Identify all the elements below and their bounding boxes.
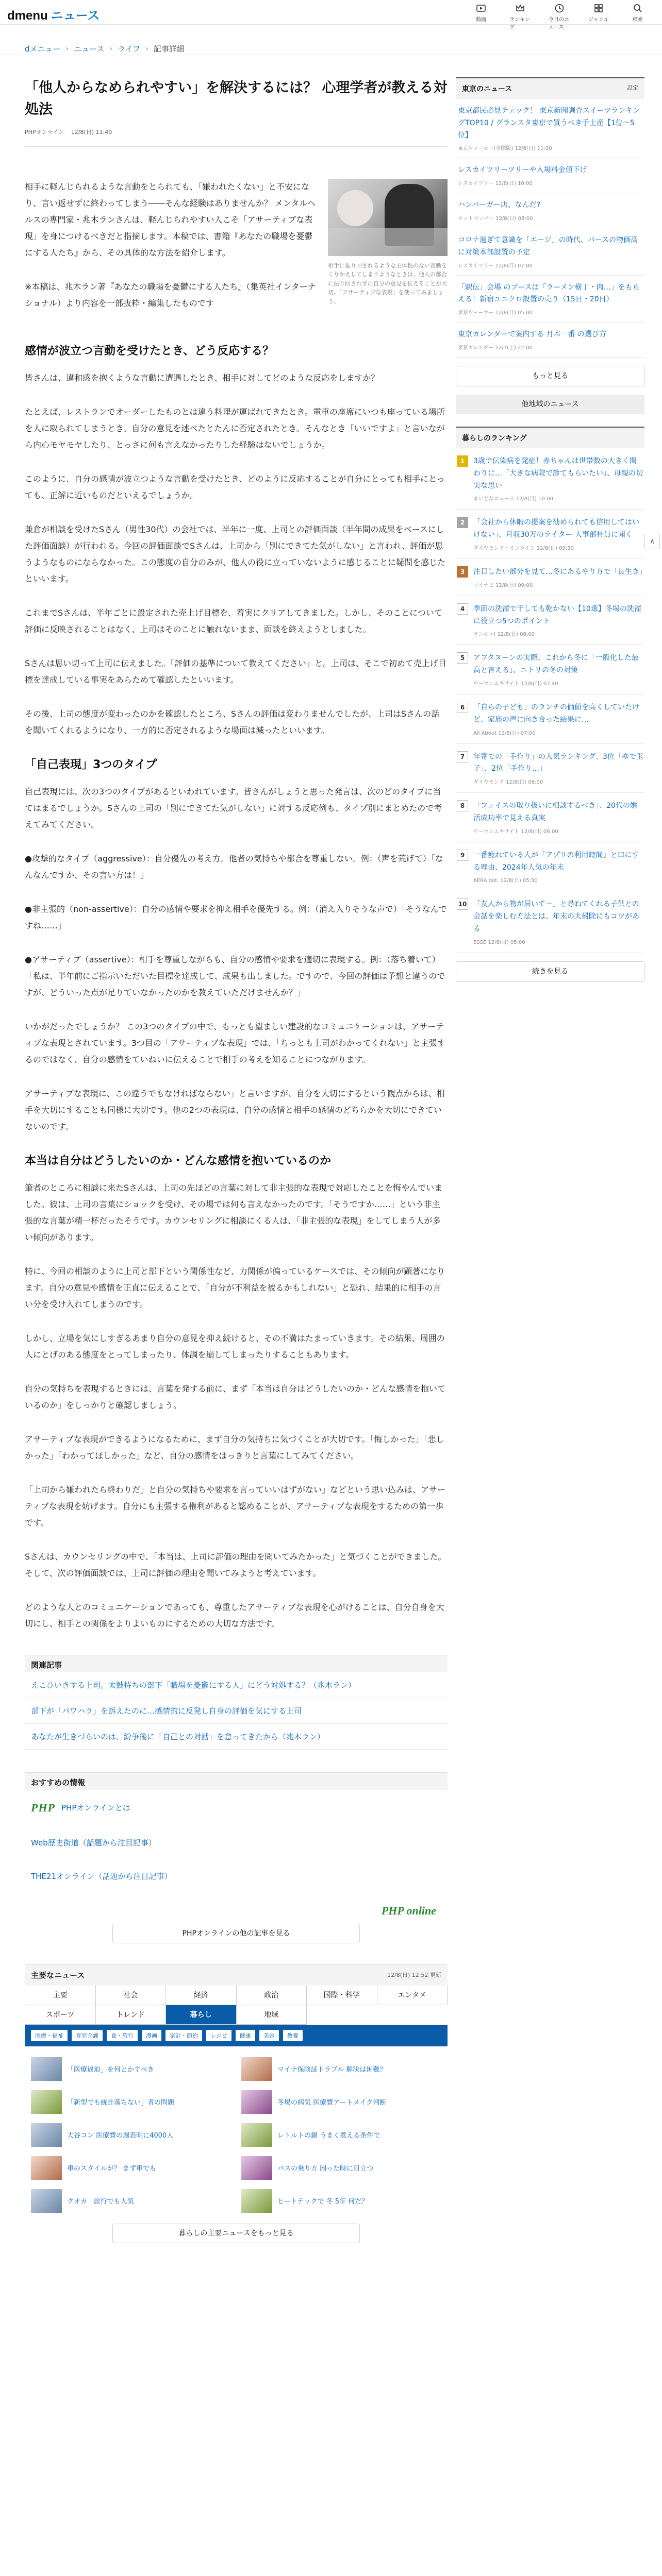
ranking-list <box>456 448 647 953</box>
article-date: 12/8(日) 11:40 <box>71 128 112 135</box>
rank-number: 4 <box>457 603 468 615</box>
news-thumbnail <box>31 2057 62 2081</box>
body-paragraph: 兼倉が相談を受けたSさん（男性30代）の会社では、半年に一度、上司との評価面談（半年間の成果をベースにした評価面談）が行われる。今回の評価面談でSさんは、上司から「別にできてた気がしない」と言われ、評価が思うようなものにならなかった。この態度の自分のみが、他人の役に立っていないように感じることに疑問を感じたといいます。 <box>25 524 446 584</box>
body-paragraph: アサーティブな表現に、この違うでもなければならない」と言いますが、自分を大切にするという観点からは、相手を大切にすることも同様に大切です。他の2つの表現は、自分の感情と相手の感情のどちらかを大切にできていないのです。 <box>25 1088 445 1131</box>
tab-main[interactable]: 主要 <box>25 1986 96 2005</box>
tokyo-more-button[interactable]: もっと見る <box>456 366 644 386</box>
php-online-logo[interactable]: PHP online <box>381 1904 436 1917</box>
rank-title: 年寄での「手作り」の人気ランキング、3位「ゆで玉子」、2位「手作り…」 <box>473 752 643 773</box>
list-item[interactable] <box>456 158 644 193</box>
rank-title: 3歳で伝染病を発症！赤ちゃんは世帯数の大きく関わりに…「大きな病院で診てもらいたい」、母親の切実な思い <box>473 456 643 490</box>
news-title: レスカイツリーツリーや入場料金値下げ <box>458 166 587 175</box>
subtab[interactable]: 教養 <box>283 2030 303 2041</box>
video-icon <box>476 3 486 13</box>
news-item-title: バスの乗り方 困った時に目立つ <box>277 2165 374 2173</box>
main-news-updated: 12/8(日) 12:52 更新 <box>387 1972 441 1979</box>
news-item[interactable] <box>31 2184 231 2217</box>
ranking-title: 暮らしのランキング <box>462 434 527 443</box>
rank-source: ESSE 12/8(日) 05:00 <box>473 939 525 945</box>
tokyo-news-header <box>456 77 644 99</box>
news-item-title: クオカ 旅行でも人気 <box>67 2198 134 2206</box>
header-nav <box>470 3 649 30</box>
lead-text <box>25 179 317 329</box>
news-source: 東京ウォーカー(全国版) 12/8(日) 11:30 <box>458 146 552 152</box>
news-title: 「駅伝」会場 のブースは「ラーメン横丁・肉…」をもらえる！新宿ユニクロ設置の売り（15日・20日） <box>458 283 640 304</box>
news-source: 東京ウォーカー 12/8(日) 05:00 <box>458 310 533 316</box>
rank-title: 注目したい部分を見て…冬にあるやり方で「長生き」 <box>473 567 647 576</box>
lead-figure <box>328 179 448 329</box>
news-thumbnail <box>31 2156 62 2180</box>
crown-icon <box>515 3 525 13</box>
rank-number: 10 <box>457 899 468 910</box>
lead-paragraph: 相手に軽んじられるような言動をとられても、「嫌われたくない」と不安になり、言い返せずに終わってしまう――そんな経験はありませんか？ メンタルヘルスの専門家・兆木ランさんは、軽んじられやすい人こそ「アサーティブな表現」を身につけるべきだと指摘します。本稿では、書籍『あなたの職場を憂鬱にする人たち』から、その具体的な方法を紹介します。 <box>25 181 316 258</box>
nav-today-label: 今日のニュース <box>549 17 569 30</box>
body-paragraph: 皆さんは、違和感を抱くような言動に遭遇したとき、相手に対してどのような反応をしますか？ <box>25 372 379 383</box>
rank-source: ウーマンエキサイト 12/8(日) 07:40 <box>473 681 558 687</box>
article-meta <box>25 128 448 136</box>
tab-entertainment[interactable]: エンタメ <box>377 1986 448 2005</box>
news-source: レスカイツリー 12/8(日) 10:00 <box>458 181 533 187</box>
rank-title: 一番疲れている人が「アプリの利用時間」と口にする理由、2024年人気の年末 <box>473 851 639 872</box>
list-item[interactable] <box>456 228 644 276</box>
related-heading: 関連記事 <box>25 1655 448 1672</box>
recommend-link[interactable]: THE21オンライン（話題から注目記事） <box>31 1871 172 1881</box>
php-logo: PHP <box>31 1801 55 1814</box>
news-thumbnail <box>31 2090 62 2114</box>
nav-video[interactable] <box>470 3 492 30</box>
body-paragraph: しかし、立場を気にしすぎるあまり自分の意見を抑え続けると、その不満はたまっていきます。その結果、周囲の人にとげのある態度をとってしまったり、体調を崩してしまったりすることもあります。 <box>25 1333 445 1360</box>
recommend-link-label: PHPオンラインとは <box>61 1803 130 1813</box>
nav-genre-label: ジャンル <box>588 17 609 23</box>
body-paragraph: アサーティブな表現ができるようになるために、まず自分の気持ちに気づくことが大切です。「悔しかった」「悲しかった」「わかってほしかった」など、自分の感情をはっきりと言葉にしてみてください。 <box>25 1434 444 1461</box>
news-thumbnail <box>31 2189 62 2213</box>
news-item-title: ヒートテックで 冬 5年 何だ？ <box>277 2198 369 2206</box>
subtab[interactable]: 食・旅行 <box>107 2030 138 2041</box>
main-news-tabs <box>25 1986 448 2025</box>
news-item[interactable] <box>241 2053 441 2086</box>
body-paragraph: その後、上司の態度が変わったのかを確認したところ、Sさんの評価は変わりませんでしたが、上司はSさんの話を聞いてくれるようになり、一方的に否定されるような場面は減ったといいます。 <box>25 708 440 735</box>
rank-source: サンキュ! 12/8(日) 08:00 <box>473 632 535 638</box>
nav-today[interactable] <box>549 3 570 30</box>
ranking-item[interactable] <box>456 694 644 744</box>
chevron-right-icon: › <box>65 44 69 53</box>
logo-main: dmenu <box>7 9 48 23</box>
news-item-title: 大谷コン 医療費の週表明に4000人 <box>67 2132 174 2140</box>
news-title: コロナ過ぎて意識を「エージ」の時代、パースの物価高に対策本部設置の予定 <box>458 235 638 257</box>
article-source[interactable]: PHPオンライン <box>25 128 64 135</box>
rank-title: アフタヌーンの実際、これから冬に「一般化した最高と言える」、ニトリの冬の対策 <box>473 654 639 675</box>
article-title: 「他人からなめられやすい」を解決するには？ 心理学者が教える対処法 <box>25 80 448 117</box>
tab-region[interactable]: 地域 <box>237 2005 307 2025</box>
recommend-link[interactable]: Web歴史街道（話題から注目記事） <box>31 1838 156 1848</box>
rank-number: 6 <box>457 702 468 713</box>
news-item-title: 車のスタイルが？ まず車でも <box>67 2165 156 2173</box>
rank-source: ダイヤモンド 12/8(日) 06:00 <box>473 779 543 786</box>
related-link[interactable]: 部下が「パワハラ」を訴えたのに…感情的に反発し自身の評価を気にする上司 <box>25 1698 448 1724</box>
news-source: 東京カレンダー 12/7(土) 22:00 <box>458 345 533 351</box>
body-paragraph: 「上司から嫌われたら終わりだ」と自分の気持ちや要求を言っていいはずがない」などという思い込みは、アサーティブな表現を妨げます。自分にも主張する権利があると認めることが、アサーティブな表現をするための第一歩です。 <box>25 1484 446 1528</box>
ranking-item[interactable] <box>456 510 644 559</box>
rank-number: 1 <box>457 455 468 467</box>
list-item[interactable] <box>456 276 644 323</box>
clock-icon <box>554 3 565 13</box>
news-item-title: マイナ保険証トラブル 解決は困難？ <box>277 2066 387 2074</box>
rank-number: 2 <box>457 517 468 528</box>
rank-title: 季節の洗濯で干しても乾かない【10選】冬場の洗濯に役立つ5つのポイント <box>473 604 641 625</box>
list-item[interactable] <box>456 193 644 228</box>
news-item[interactable] <box>241 2151 441 2184</box>
news-title: 東京カレンダーで案内する 月本一番 の選び方 <box>458 330 606 339</box>
photo-caption: 相手に振り回されるような主体性のない言動をくりかえしてしまうようなときは、他人の都合に振り回されずに自分の意見を伝えることが大切。「アサーティブな表現」を使ってみましょう。 <box>328 262 447 306</box>
body-paragraph: これまでSさんは、半年ごとに設定された売上げ目標を、着実にクリアしてきました。しかし、そのことについて評価に反映されることはなく、上司はそのことに触れないまま、面談を終えようとしました。 <box>25 607 442 634</box>
recommend-link[interactable] <box>31 1801 441 1815</box>
rank-number: 3 <box>457 566 468 578</box>
main-news-title: 主要なニュース <box>31 1970 85 1980</box>
news-thumbnail <box>241 2090 272 2114</box>
tab-sports[interactable]: スポーツ <box>25 2005 96 2025</box>
article-body <box>25 343 448 1632</box>
tab-life[interactable]: 暮らし <box>166 2005 237 2025</box>
ranking-item[interactable] <box>456 744 644 793</box>
news-item[interactable] <box>241 2184 441 2217</box>
section-heading: 「自己表現」3つのタイプ <box>25 758 157 771</box>
news-item-title: 冬場の病気 医療費アートメイク判断 <box>277 2099 387 2107</box>
breadcrumb-life[interactable]: ライフ <box>118 44 141 54</box>
ranking-item[interactable] <box>456 559 647 596</box>
news-item[interactable] <box>241 2086 441 2119</box>
news-title: 東京都民必見チェック！ 東京新聞調査スイーツランキングTOP10 / グランスタ東京で買うべき手土産【1位～5位】 <box>458 107 640 140</box>
rank-number: 8 <box>457 800 468 811</box>
subtab[interactable]: 育児介護 <box>72 2030 103 2041</box>
section-heading: 感情が波立つ言動を受けたとき、どう反応する？ <box>25 344 274 358</box>
news-source: ホットペッパー 12/8(日) 08:00 <box>458 215 533 222</box>
nav-search-label: 検索 <box>633 17 643 23</box>
breadcrumb-news[interactable]: ニュース <box>74 44 105 54</box>
rank-source: ダイヤモンド・オンライン 12/8(日) 09:30 <box>473 545 574 551</box>
other-area-button[interactable]: 他地域のニュース <box>456 395 644 414</box>
tab-politics[interactable]: 政治 <box>237 1986 307 2005</box>
nav-ranking[interactable] <box>509 3 531 30</box>
rank-number: 7 <box>457 751 468 762</box>
tab-economy[interactable]: 経済 <box>166 1986 237 2005</box>
related-link[interactable]: えこひいきする上司。太鼓持ちの部下「職場を憂鬱にする人」にどう対処する？（兆木ラン） <box>25 1672 448 1698</box>
main-news-subtabs <box>25 2025 448 2046</box>
tab-international[interactable]: 国際・科学 <box>307 1986 377 2005</box>
list-item[interactable] <box>456 99 644 158</box>
tokyo-news-title: 東京のニュース <box>462 85 512 93</box>
recommend-heading: おすすめの情報 <box>25 1772 448 1790</box>
body-paragraph: ●アサーティブ（assertive）：相手を尊重しながらも、自分の感情や要求を適切に表現する。例：（落ち着いて）「私は、半年前にご指示いただいた目標を達成して、成果も出しました。ですので、今回の評価は予想と違うのですが、どういった点が足りていなかったのかを教えていただけませんか？」 <box>25 954 445 997</box>
body-paragraph: ●攻撃的なタイプ（aggressive）：自分優先の考え方。他者の気持ちや都合を尊重しない。例：（声を荒げて）「なんなんですか、その言い方は！」 <box>25 853 443 880</box>
list-item[interactable] <box>456 323 644 358</box>
logo-news: ニュース <box>51 9 100 23</box>
rank-source: まいどなニュース 12/8(日) 10:00 <box>473 496 553 502</box>
ranking-header <box>456 427 644 448</box>
news-item[interactable] <box>31 2151 231 2184</box>
ranking-item[interactable] <box>456 891 644 953</box>
lead-note: ※本稿は、兆木ラン著『あなたの職場を憂鬱にする人たち』（集英社インターナショナル）より内容を一部抜粋・編集したものです <box>25 281 316 308</box>
body-paragraph: いかがだったでしょうか？ この3つのタイプの中で、もっとも望ましい建設的なコミュニケーションは、アサーティブな表現とされています。3つ目の「アサーティブな表現」では、「ちっとも上司がわかってくれない」と主張するのではなく、自分の感情をていねいに伝えることで相手の考えを知ることにつながります。 <box>25 1021 445 1064</box>
life-more-button[interactable]: 暮らしの主要ニュースをもっと見る <box>112 2224 360 2243</box>
body-paragraph: ●非主張的（non-assertive）：自分の感情や要求を抑え相手を優先する。例：（消え入りそうな声で）「そうなんですね……」 <box>25 904 447 930</box>
news-item[interactable] <box>241 2119 441 2151</box>
divider <box>25 146 448 147</box>
body-paragraph: 自己表現には、次の3つのタイプがあるといわれています。皆さんがしょうと思った発言は、次のどのタイプに当てはまるでしょうか。Sさんの上司の「別にできてた気がしない」に対する反応例も、タイプ別にまとめたので考えてみてください。 <box>25 786 442 829</box>
news-source: レスカイツリー 12/8(日) 07:00 <box>458 263 533 269</box>
subtab[interactable]: 漫画 <box>142 2030 161 2041</box>
section-heading: 本当は自分はどうしたいのか・どんな感情を抱いているのか <box>25 1154 332 1167</box>
subtab[interactable]: 健康 <box>236 2030 255 2041</box>
search-icon <box>633 3 643 13</box>
related-list <box>25 1672 448 1750</box>
site-logo[interactable] <box>7 5 100 23</box>
news-thumbnail <box>241 2156 272 2180</box>
nav-ranking-label: ランキング <box>509 17 530 30</box>
recommend-list <box>25 1790 448 1943</box>
tab-society[interactable]: 社会 <box>96 1986 167 2005</box>
news-item[interactable] <box>31 2053 231 2086</box>
ranking-item[interactable] <box>456 793 644 842</box>
news-thumbnail <box>31 2123 62 2147</box>
main-news-grid <box>25 2046 448 2217</box>
ranking-more-button[interactable]: 続きを見る <box>456 961 644 982</box>
nav-video-label: 動画 <box>476 17 486 23</box>
news-thumbnail <box>241 2123 272 2147</box>
main-news-header <box>25 1964 448 1986</box>
site-header <box>0 0 662 30</box>
body-paragraph: このように、自分の感情が波立つような言動を受けたとき、どのように反応することが自分にとっても相手にとっても、正解に近いものだといえるでしょうか。 <box>25 473 445 500</box>
chevron-right-icon: › <box>109 44 113 53</box>
rank-source: ウーマンエキサイト 12/8(日) 06:00 <box>473 828 558 835</box>
chevron-right-icon: › <box>145 44 148 53</box>
rank-number: 5 <box>457 652 468 664</box>
subtab[interactable]: レジピ <box>206 2030 231 2041</box>
news-title: ハンバーガー店、なんだ? <box>458 201 541 210</box>
news-item-title: 「医療逼迫」を何とかすべき <box>67 2066 154 2074</box>
body-paragraph: 自分の気持ちを表現するときには、言葉を発する前に、まず「本当は自分はどうしたいのか・どんな感情を抱いているのか」をしっかりと確認しましょう。 <box>25 1383 446 1410</box>
rank-source: マイナビ 12/8(日) 09:00 <box>473 582 533 588</box>
subtab[interactable]: 家計・節約 <box>166 2030 202 2041</box>
grid-icon <box>593 3 604 13</box>
news-item-title: レトルトの鍋 うまく煮える条件で <box>277 2132 380 2140</box>
body-paragraph: たとえば、レストランでオーダーしたものとは違う料理が運ばれてきたとき。電車の座席にいつも座っている場所を人に取られてしまうとき。自分の意見を述べたとたんに否定されたとき。そんなとき「いいですよ」と言いながら内心モヤモヤしたり、とっさに何も言えなかったりした経験はないでしょうか。 <box>25 406 445 450</box>
scroll-top-button[interactable]: ∧ <box>644 534 660 549</box>
rank-title: 「会社から休暇の提案を勧められても信用してはいけない」、月収30万のライター 人事部社員に聞く <box>473 518 639 539</box>
subtab[interactable]: 美容 <box>259 2030 279 2041</box>
breadcrumb <box>25 43 448 54</box>
body-paragraph: 特に、今回の相談のように上司と部下という関係性など、力関係が偏っているケースでは、その傾向が顕著になります。自分の意見や感情を正直に伝えることで、「自分が不利益を被るかもしれない」と恐れ、結果的に相手の言い分を受け入れてしまうのです。 <box>25 1266 445 1309</box>
rank-title: 「自らの子ども」のランチの価値を高くしていたけど、家族の声に向き合った結果に… <box>473 703 639 724</box>
article-photo[interactable] <box>328 179 448 256</box>
ranking-item[interactable] <box>456 448 644 510</box>
ranking-item[interactable] <box>456 596 644 646</box>
body-paragraph: どのような人とのコミュニケーションであっても、尊重したアサーティブな表現を心がけることは、自分自身を大切にし、相手との関係をよりよいものにするための大切な方法です。 <box>25 1602 444 1629</box>
news-item[interactable] <box>31 2119 231 2151</box>
news-thumbnail <box>241 2057 272 2081</box>
ranking-item[interactable] <box>456 842 644 892</box>
ranking-item[interactable] <box>456 645 644 694</box>
nav-genre[interactable] <box>588 3 609 30</box>
subtab[interactable]: 医療・福祉 <box>31 2030 68 2041</box>
rank-title: 「フェイスの取り扱いに相談するべき」、20代の婚活成功率で見える真実 <box>473 802 637 822</box>
breadcrumb-dmenu[interactable]: dメニュー <box>25 44 61 54</box>
rank-title: 「友人から物が届いて～」と尋ねてくれる子供との会話を楽しむ方法とは、年末の大掃除にもコツがある <box>473 900 639 933</box>
rank-number: 9 <box>457 850 468 861</box>
article-lead <box>25 179 448 329</box>
tokyo-news-list <box>456 99 644 358</box>
breadcrumb-current: 記事詳細 <box>153 44 185 54</box>
tab-trend[interactable]: トレンド <box>96 2005 167 2025</box>
body-paragraph: 筆者のところに相談に来たSさんは、上司の先ほどの言葉に対して非主張的な表現で対応したことを悔やんでいました。彼は、上司の言葉にショックを受け、その場では何も言えなかったのです。「そうですか……」という非主張的な言葉が精一杯だったそうです。カウンセリングに相談にくる人は、「非主張的な表現」をしてしまう人が多い傾向があります。 <box>25 1182 443 1242</box>
article-column <box>25 77 448 2243</box>
sidebar <box>456 77 647 982</box>
related-link[interactable]: あなたが生きづらいのは、紛争後に「自己との対話」を怠ってきたから（兆木ラン） <box>25 1724 448 1750</box>
tokyo-setting-link[interactable]: 設定 <box>627 84 638 91</box>
news-item[interactable] <box>31 2086 231 2119</box>
body-paragraph: Sさんは思い切って上司に伝えました。「評価の基準について教えてください」と。上司は、そこで初めて売上げ目標を達成している事実をあらためて確認したといいます。 <box>25 658 446 685</box>
nav-search[interactable] <box>627 3 649 30</box>
news-thumbnail <box>241 2189 272 2213</box>
body-paragraph: Sさんは、カウンセリングの中で、「本当は、上司に評価の理由を聞いてみたかった」と気づくことができました。そして、次の評価面談では、上司に評価の理由を聞いてみようと考えています。 <box>25 1551 446 1578</box>
rank-source: AERA dot. 12/8(日) 05:30 <box>473 878 538 884</box>
rank-source: All About 12/8(日) 07:00 <box>473 730 536 736</box>
php-more-button[interactable]: PHPオンラインの他の記事を見る <box>112 1924 360 1943</box>
news-item-title: 「新型でも統計落ちない」者の問題 <box>67 2099 175 2107</box>
